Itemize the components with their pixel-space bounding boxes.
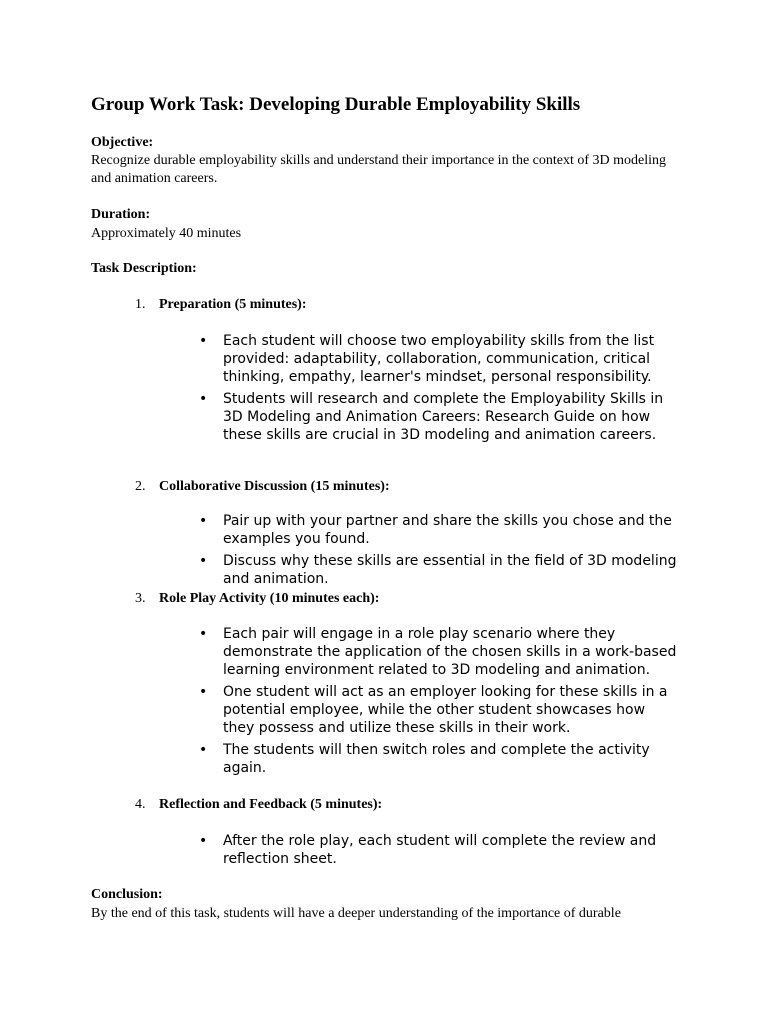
list-item	[91, 832, 679, 868]
list-item-text: Each student will choose two employability skills from the list provided: adaptability, collaboration, communication, critical thinking, empathy, learner's mindset, personal responsibility.	[223, 333, 655, 385]
conclusion-text: By the end of this task, students will have a deeper understanding of the importance of durable	[91, 906, 621, 921]
step-number: 4.	[135, 797, 146, 812]
list-item	[91, 625, 679, 679]
bullet-icon: •	[199, 553, 208, 569]
document-title: Group Work Task: Developing Durable Employability Skills	[91, 94, 581, 115]
discussion-bullet-list	[91, 512, 691, 592]
list-item	[91, 683, 679, 737]
bullet-icon: •	[199, 833, 208, 849]
step-label: Preparation (5 minutes):	[159, 297, 307, 312]
list-item	[91, 741, 679, 777]
list-item	[91, 390, 679, 444]
duration-heading: Duration:	[91, 207, 151, 222]
step-number: 3.	[135, 591, 146, 606]
list-item-text: The students will then switch roles and complete the activity again.	[223, 742, 650, 776]
bullet-icon: •	[199, 684, 208, 700]
preparation-bullet-list	[91, 332, 691, 448]
bullet-icon: •	[199, 333, 208, 349]
step-label: Reflection and Feedback (5 minutes):	[159, 797, 383, 812]
objective-text: Recognize durable employability skills and understand their importance in the context of 3D modeling and animation careers.	[91, 153, 667, 186]
list-item	[91, 512, 679, 548]
list-item-text: One student will act as an employer looking for these skills in a potential employee, while the other student showcases how they possess and utilize these skills in their work.	[223, 684, 668, 736]
conclusion-heading: Conclusion:	[91, 887, 163, 902]
step-label: Collaborative Discussion (15 minutes):	[159, 479, 390, 494]
list-item	[91, 332, 679, 386]
bullet-icon: •	[199, 626, 208, 642]
bullet-icon: •	[199, 391, 208, 407]
role-play-bullet-list	[91, 625, 691, 781]
list-item-text: Discuss why these skills are essential in the field of 3D modeling and animation.	[223, 553, 677, 587]
list-item-text: Pair up with your partner and share the skills you chose and the examples you found.	[223, 513, 672, 547]
list-item-text: After the role play, each student will complete the review and reflection sheet.	[223, 833, 657, 867]
list-item	[91, 552, 679, 588]
step-label: Role Play Activity (10 minutes each):	[159, 591, 380, 606]
list-item-text: Each pair will engage in a role play scenario where they demonstrate the application of the chosen skills in a work-based learning environment related to 3D modeling and animation.	[223, 626, 677, 678]
bullet-icon: •	[199, 513, 208, 529]
step-number: 1.	[135, 297, 146, 312]
reflection-bullet-list	[91, 832, 691, 872]
list-item-text: Students will research and complete the Employability Skills in 3D Modeling and Animation Careers: Research Guide on how these skills are crucial in 3D modeling and animation careers.	[223, 391, 664, 443]
objective-heading: Objective:	[91, 135, 154, 150]
step-number: 2.	[135, 479, 146, 494]
duration-text: Approximately 40 minutes	[91, 226, 242, 241]
task-description-heading: Task Description:	[91, 261, 197, 276]
bullet-icon: •	[199, 742, 208, 758]
